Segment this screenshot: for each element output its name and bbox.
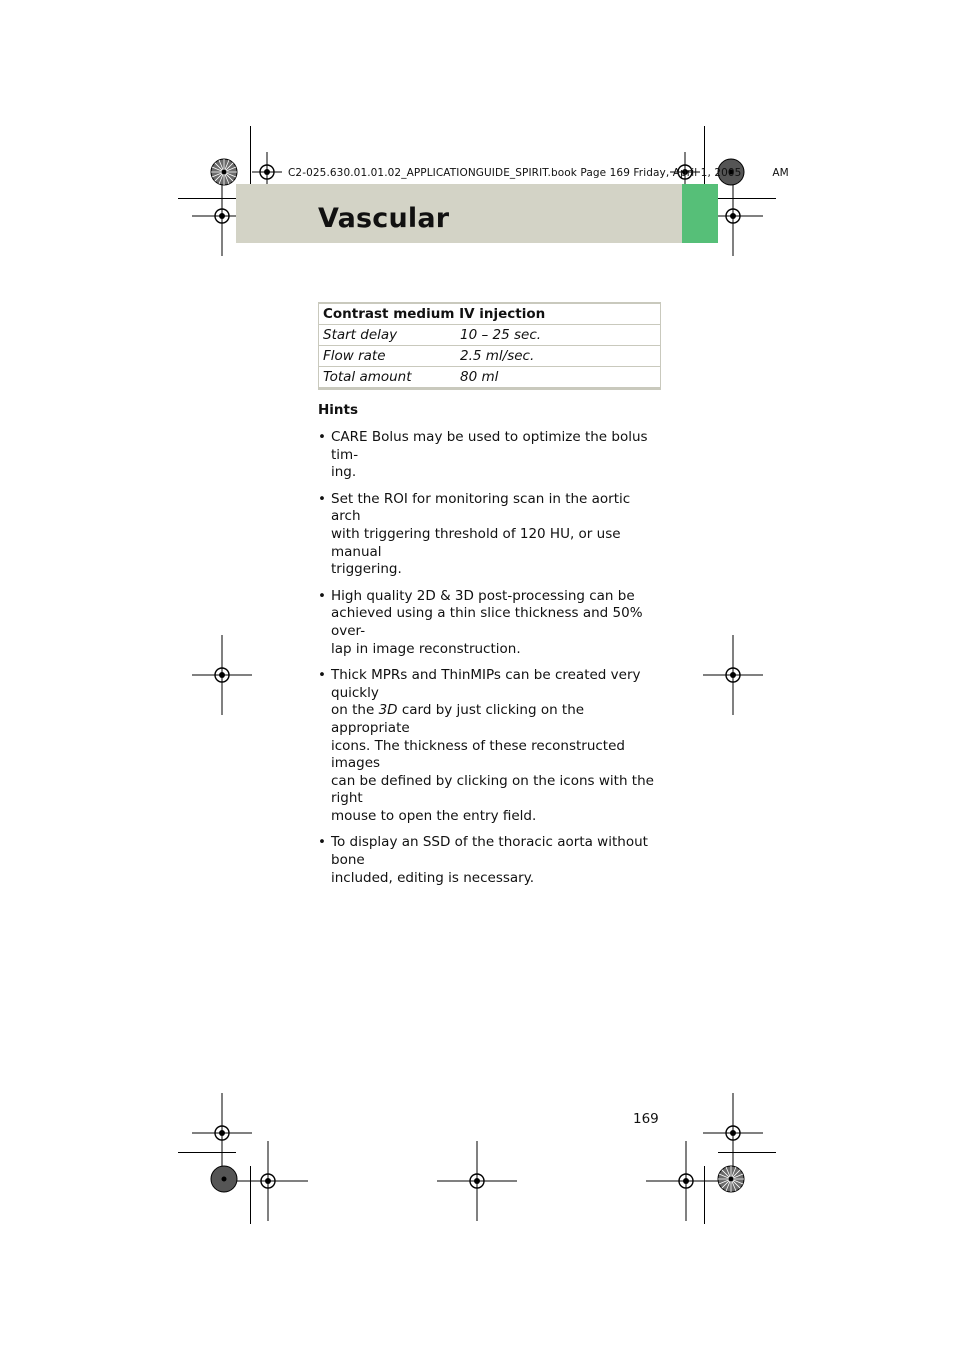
- hint-text-part: card by just clicking on the appropriate icons. The thickness of these reconstructed images can be defined by clicking on the icons with the right mouse to open the entry field.: [331, 702, 654, 824]
- hint-text: Set the ROI for monitoring scan in the aortic arch with triggering threshold of 120 HU, or use manual triggering.: [331, 490, 631, 578]
- print-info-line: [288, 167, 789, 179]
- card-name-3d: 3D: [378, 702, 398, 719]
- hints-heading: Hints: [318, 402, 359, 418]
- bullet-icon: •: [318, 587, 326, 604]
- table-cell-label: Start delay: [323, 327, 398, 343]
- bullet-icon: •: [318, 490, 326, 507]
- registration-mark-icon: [192, 635, 252, 715]
- registration-mark-icon: [228, 1141, 308, 1221]
- list-item: [318, 429, 663, 482]
- hint-text: To display an SSD of the thoracic aorta without bone included, editing is necessary.: [331, 834, 648, 886]
- contrast-table: [318, 302, 661, 390]
- registration-mark-icon: [703, 635, 763, 715]
- registration-mark-icon: [437, 1141, 517, 1221]
- star-target-icon: [210, 1165, 238, 1193]
- bullet-icon: •: [318, 429, 326, 445]
- page-number: 169: [633, 1111, 659, 1127]
- hint-text: [331, 667, 654, 824]
- list-item: [318, 491, 663, 579]
- hint-text: CARE Bolus may be used to optimize the bolus tim- ing.: [331, 429, 648, 481]
- table-cell-value: 80 ml: [460, 369, 499, 385]
- chapter-color-tab: [682, 184, 718, 243]
- hints-list: [318, 429, 663, 896]
- chapter-header-band: [236, 184, 682, 243]
- registration-mark-icon: [646, 1141, 726, 1221]
- table-cell-label: Total amount: [323, 369, 412, 385]
- list-item: [318, 834, 663, 887]
- bullet-icon: •: [318, 667, 326, 684]
- star-target-icon: [210, 158, 238, 186]
- bullet-icon: •: [318, 834, 326, 851]
- print-info-time: AM: [772, 167, 789, 179]
- page-title: Vascular: [318, 203, 450, 234]
- table-row: [319, 346, 660, 367]
- table-cell-label: Flow rate: [323, 348, 386, 364]
- table-row: [319, 325, 660, 346]
- hint-text-part: Thick MPRs and ThinMIPs can be created very quickly on the: [331, 667, 641, 719]
- star-target-icon: [717, 1165, 745, 1193]
- table-cell-value: 10 – 25 sec.: [460, 327, 542, 343]
- print-info-text: C2-025.630.01.01.02_APPLICATIONGUIDE_SPIRIT.book Page 169 Friday, April 1, 2005: [288, 167, 742, 179]
- list-item: [318, 588, 663, 658]
- list-item: [318, 667, 663, 825]
- table-heading: Contrast medium IV injection: [319, 304, 660, 325]
- hint-text: High quality 2D & 3D post-processing can be achieved using a thin slice thickness and 50% over- lap in image reconstruction.: [331, 587, 643, 657]
- table-cell-value: 2.5 ml/sec.: [460, 348, 535, 364]
- table-row: [319, 367, 660, 387]
